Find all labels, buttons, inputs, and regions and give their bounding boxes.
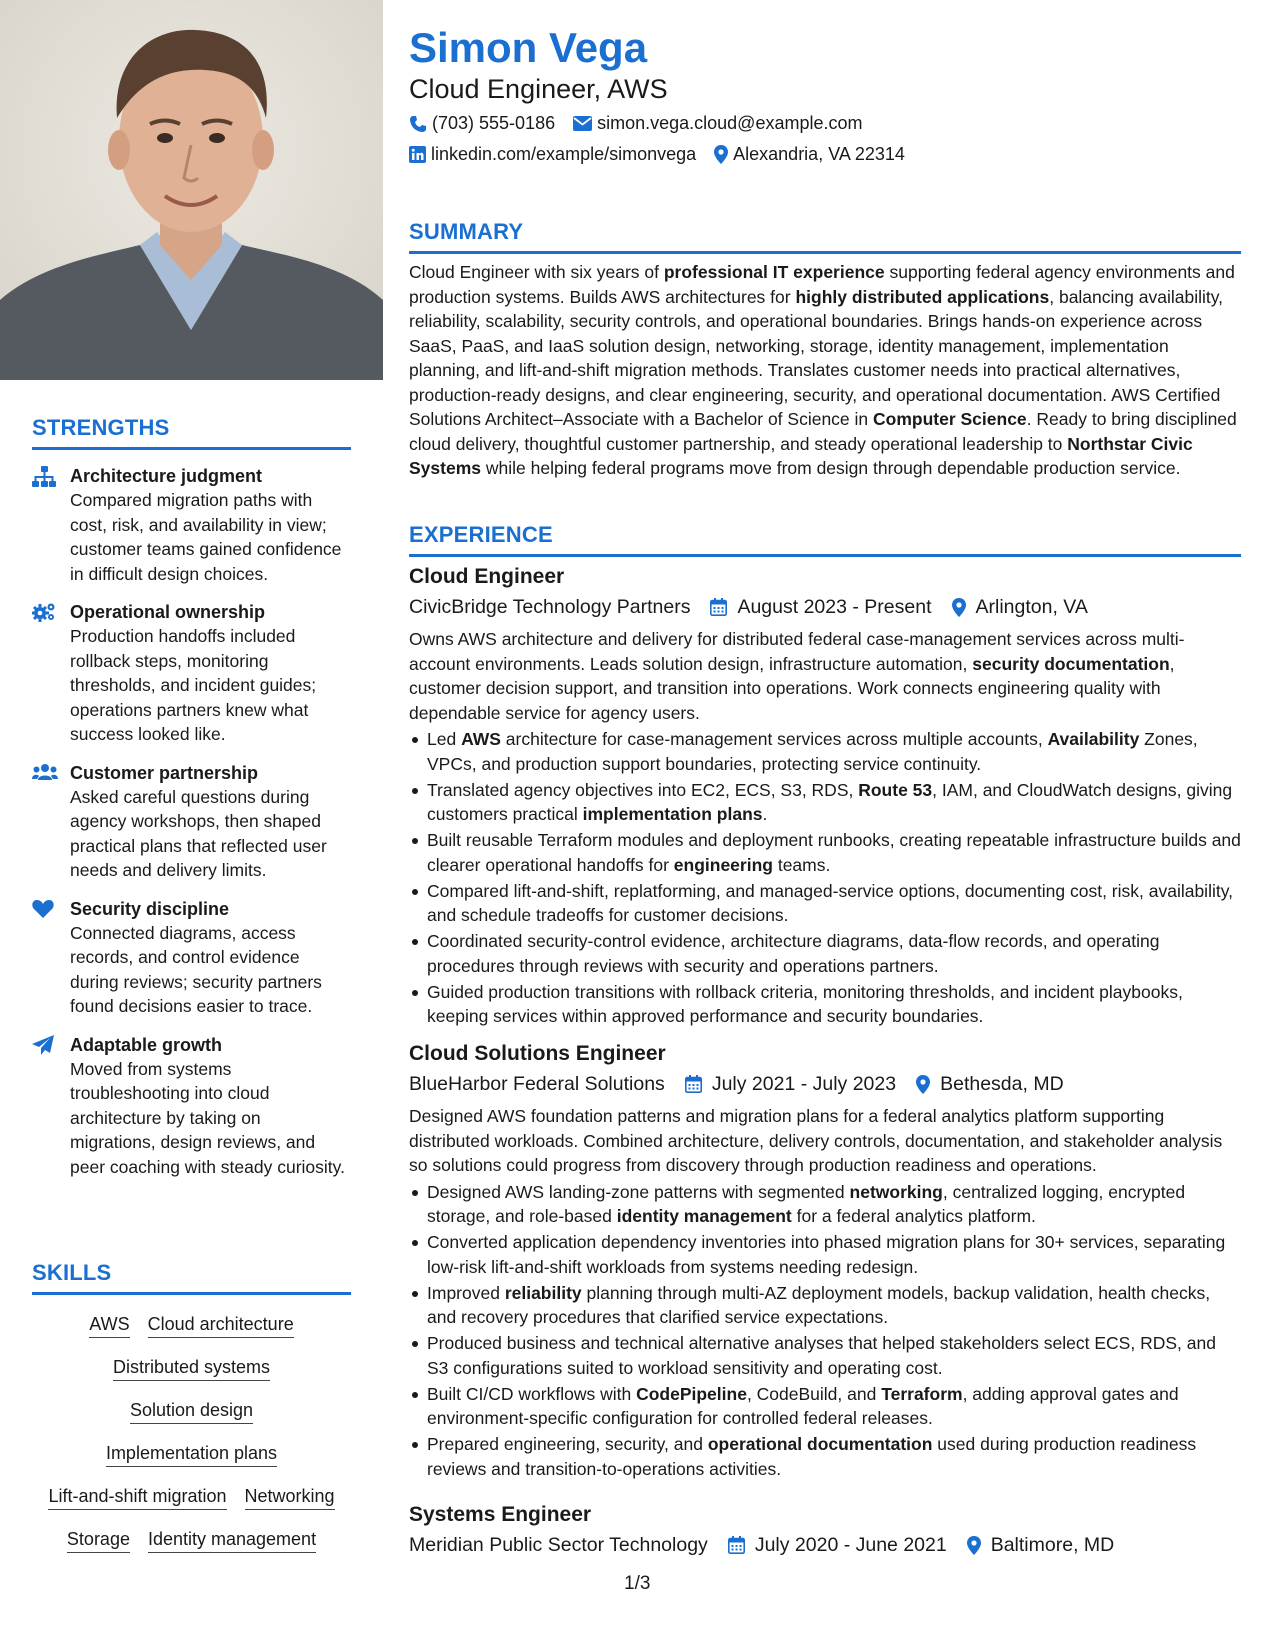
strength-description: Compared migration paths with cost, risk, and availability in view; customer teams gained confidence in difficult design choices.	[70, 490, 342, 584]
job-meta	[409, 1070, 1241, 1098]
skill-tag: AWS	[89, 1313, 129, 1338]
experience-divider	[409, 554, 1241, 557]
skill-tag: Networking	[245, 1485, 335, 1510]
job-bullet: Converted application dependency inventories into phased migration plans for 30+ services, separating low-risk lift-and-shift workloads from systems needing redesign.	[409, 1230, 1241, 1279]
job-bullet: Guided production transitions with rollback criteria, monitoring thresholds, and incident playbooks, keeping services within approved performance and security boundaries.	[409, 980, 1241, 1029]
job-bullets	[409, 727, 1241, 1029]
gears-icon	[32, 600, 70, 747]
summary-heading: SUMMARY	[409, 219, 524, 244]
job-dates	[685, 1070, 896, 1098]
contact-row	[409, 113, 881, 134]
job-dates	[710, 593, 931, 621]
job-dates-text: July 2020 - June 2021	[754, 1534, 947, 1556]
paper-plane-icon	[32, 1033, 70, 1180]
job-location-text: Bethesda, MD	[940, 1073, 1064, 1095]
job-location	[967, 1531, 1115, 1559]
job-title: Cloud Engineer	[409, 565, 565, 588]
job-location	[916, 1070, 1064, 1098]
map-pin-icon	[967, 1536, 981, 1555]
strength-item	[32, 1033, 351, 1180]
job-meta	[409, 593, 1241, 621]
candidate-name: Simon Vega	[409, 24, 648, 71]
job-company: Meridian Public Sector Technology	[409, 1534, 708, 1556]
summary-section	[409, 219, 1241, 481]
job-bullet: Prepared engineering, security, and operational documentation used during production readiness reviews and transition-to-operations activities.	[409, 1432, 1241, 1481]
skill-tag: Distributed systems	[113, 1356, 270, 1381]
skill-tag: Storage	[67, 1528, 130, 1553]
skills-heading: SKILLS	[32, 1260, 112, 1285]
job-title: Cloud Solutions Engineer	[409, 1042, 666, 1065]
job-location-text: Arlington, VA	[975, 596, 1088, 618]
strength-title: Architecture judgment	[70, 466, 263, 486]
calendar-icon	[728, 1536, 745, 1554]
sidebar	[0, 0, 383, 1650]
job-meta	[409, 1531, 1241, 1559]
strengths-divider	[32, 447, 351, 450]
strength-title: Operational ownership	[70, 602, 266, 622]
sitemap-icon	[32, 464, 70, 586]
linkedin-contact[interactable]	[409, 144, 696, 165]
skills-section	[32, 1260, 351, 1553]
strength-description: Production handoffs included rollback steps, monitoring thresholds, and incident guides; operations partners knew what success looked like.	[70, 626, 317, 744]
skill-tag: Implementation plans	[106, 1442, 277, 1467]
heart-icon	[32, 897, 70, 1019]
job-company: CivicBridge Technology Partners	[409, 596, 691, 618]
job-location-text: Baltimore, MD	[990, 1534, 1115, 1556]
strength-item	[32, 761, 351, 883]
job-dates-text: August 2023 - Present	[737, 596, 932, 618]
job-bullets	[409, 1180, 1241, 1482]
job-entry	[409, 1501, 1241, 1559]
users-icon	[32, 761, 70, 883]
map-pin-icon	[916, 1075, 930, 1094]
location-text: Alexandria, VA 22314	[733, 144, 905, 164]
page-number: 1/3	[624, 1573, 651, 1594]
location-contact	[714, 144, 905, 165]
job-dates	[728, 1531, 947, 1559]
strengths-heading: STRENGTHS	[32, 415, 170, 440]
strength-description: Asked careful questions during agency workshops, then shaped practical plans that reflected user needs and delivery limits.	[70, 786, 327, 880]
contact-row	[409, 144, 923, 165]
skill-tag: Solution design	[130, 1399, 253, 1424]
strength-title: Customer partnership	[70, 762, 259, 783]
skill-tag: Lift-and-shift migration	[48, 1485, 226, 1510]
linkedin-text: linkedin.com/example/simonvega	[431, 144, 697, 164]
job-bullet: Coordinated security-control evidence, architecture diagrams, data-flow records, and operating procedures through reviews with security and operations partners.	[409, 929, 1241, 978]
job-entry	[409, 1040, 1241, 1481]
linkedin-icon	[409, 146, 426, 163]
job-company: BlueHarbor Federal Solutions	[409, 1073, 665, 1095]
job-bullet: Produced business and technical alternative analyses that helped stakeholders select ECS, RDS, and S3 configurations suited to workload sensitivity and operating cost.	[409, 1331, 1241, 1380]
candidate-role: Cloud Engineer, AWS	[409, 74, 668, 104]
job-bullet: Improved reliability planning through multi-AZ deployment models, backup validation, health checks, and recovery procedures that clarified service expectations.	[409, 1281, 1241, 1330]
skill-tag: Cloud architecture	[148, 1313, 294, 1338]
phone-contact[interactable]	[409, 113, 555, 134]
strength-item	[32, 897, 351, 1019]
experience-section	[409, 522, 1241, 557]
job-entry	[409, 563, 1241, 1029]
job-title: Systems Engineer	[409, 1503, 592, 1526]
calendar-icon	[685, 1075, 702, 1093]
job-bullet: Built CI/CD workflows with CodePipeline, CodeBuild, and Terraform, adding approval gates and environment-specific configuration for controlled federal releases.	[409, 1382, 1241, 1431]
job-bullet: Designed AWS landing-zone patterns with segmented networking, centralized logging, encrypted storage, and role-based identity management for a federal analytics platform.	[409, 1180, 1241, 1229]
strength-title: Security discipline	[70, 898, 230, 919]
job-bullet: Built reusable Terraform modules and deployment runbooks, creating repeatable infrastructure builds and clearer operational handoffs for engineering teams.	[409, 828, 1241, 877]
strength-title: Adaptable growth	[70, 1034, 222, 1055]
map-pin-icon	[714, 145, 728, 164]
phone-icon	[409, 115, 427, 133]
profile-photo	[0, 0, 383, 380]
strengths-section	[32, 415, 351, 1179]
email-contact[interactable]	[573, 113, 862, 134]
email-text: simon.vega.cloud@example.com	[597, 113, 863, 133]
skill-tag: Identity management	[148, 1528, 316, 1553]
summary-divider	[409, 251, 1241, 254]
map-pin-icon	[952, 598, 966, 617]
job-summary: Designed AWS foundation patterns and migration plans for a federal analytics platform supporting distributed workloads. Combined architecture, delivery controls, documentation, and stakeholder analysis so solutions could progress from discovery through production readiness and operations.	[409, 1106, 1223, 1175]
experience-heading: EXPERIENCE	[409, 522, 553, 547]
job-bullet: Translated agency objectives into EC2, ECS, S3, RDS, Route 53, IAM, and CloudWatch designs, giving customers practical implementation plans.	[409, 778, 1241, 827]
job-location	[952, 593, 1088, 621]
job-summary: Owns AWS architecture and delivery for distributed federal case-management services across multi-account environments. Leads solution design, infrastructure automation, security documentation, customer decision support, and transition into operations. Work connects engineering quality with dependable service for agency users.	[409, 629, 1185, 723]
phone-text: (703) 555-0186	[432, 113, 556, 133]
summary-text: Cloud Engineer with six years of professional IT experience supporting federal agency environments and production systems. Builds AWS architectures for highly distributed applications, balancing availability, reliability, scalability, security controls, and operational boundaries. Brings hands-on experience across SaaS, PaaS, and IaaS solution design, networking, storage, identity management, implementation planning, and lift-and-shift migration methods. Translates customer needs into practical alternatives, production-ready designs, and clear engineering, security, and operational documentation. AWS Certified Solutions Architect–Associate with a Bachelor of Science in Computer Science. Ready to bring disciplined cloud delivery, thoughtful customer partnership, and steady operational leadership to Northstar Civic Systems while helping federal programs move from design through dependable production service.	[409, 262, 1237, 478]
strength-description: Connected diagrams, access records, and control evidence during reviews; security partners found decisions easier to trace.	[70, 922, 322, 1016]
strength-item	[32, 464, 351, 586]
strength-description: Moved from systems troubleshooting into cloud architecture by taking on migrations, design reviews, and peer coaching with steady curiosity.	[70, 1058, 345, 1177]
strength-item	[32, 600, 351, 747]
calendar-icon	[710, 598, 727, 616]
skills-divider	[32, 1292, 351, 1295]
job-dates-text: July 2021 - July 2023	[711, 1073, 897, 1095]
envelope-icon	[573, 116, 592, 131]
job-bullet: Compared lift-and-shift, replatforming, and managed-service options, documenting cost, risk, availability, and schedule tradeoffs for customer decisions.	[409, 879, 1241, 928]
job-bullet: Led AWS architecture for case-management services across multiple accounts, Availability Zones, VPCs, and production support boundaries, protecting service continuity.	[409, 727, 1241, 776]
